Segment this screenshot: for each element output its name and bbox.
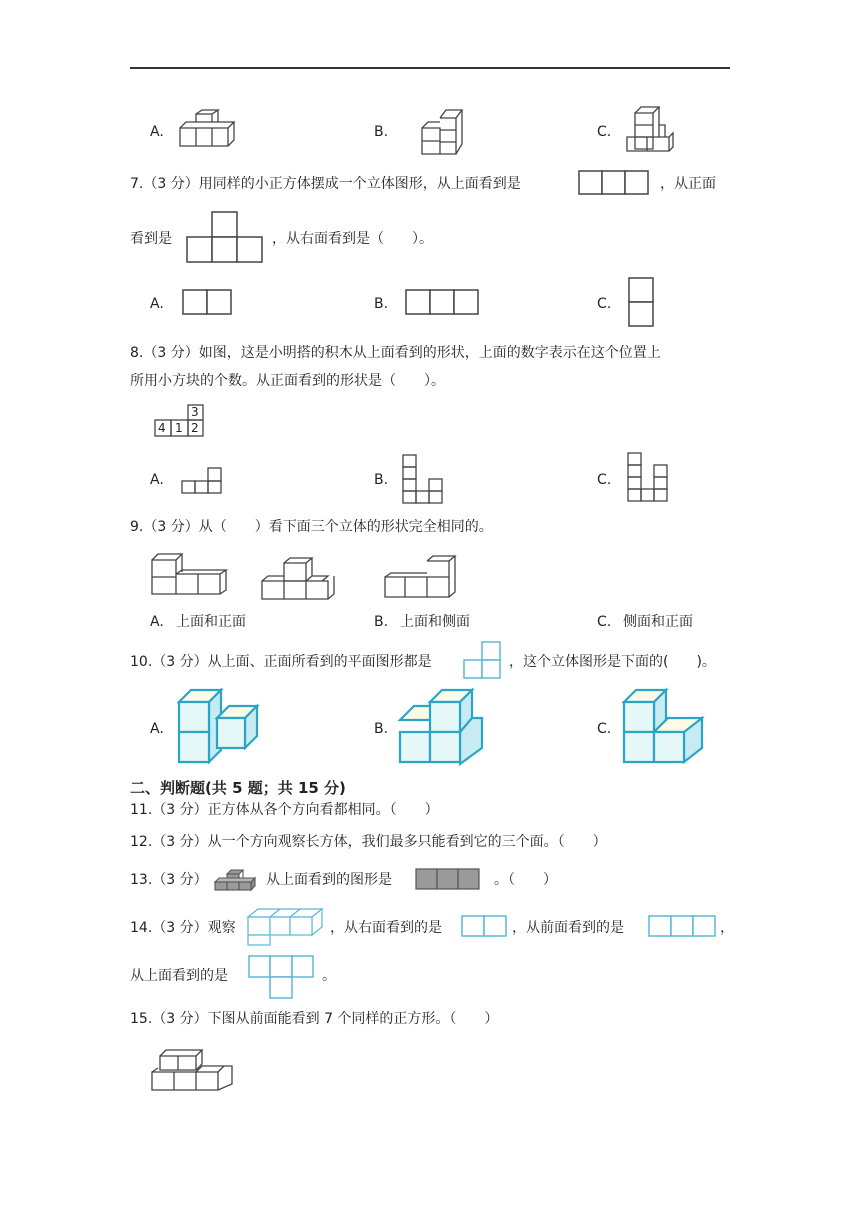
q15-text: 15.（3 分）下图从前面能看到 7 个同样的正方形。（ ） bbox=[130, 1011, 499, 1027]
q10-option-c-label: C. bbox=[597, 721, 612, 737]
q13-text-prefix: 13.（3 分） bbox=[130, 872, 208, 888]
q8-option-a-label: A. bbox=[150, 472, 164, 488]
q6-option-b-figure bbox=[420, 108, 465, 156]
q8-option-b-figure bbox=[402, 454, 444, 506]
q10-option-a-label: A. bbox=[150, 721, 164, 737]
q7-front-view-figure bbox=[186, 211, 264, 263]
q9-option-a-text: 上面和正面 bbox=[176, 614, 246, 630]
q8-top-view-grid bbox=[153, 404, 213, 438]
q9-solid-1 bbox=[150, 552, 225, 598]
q14-text-front: ，从前面看到的是 bbox=[512, 920, 624, 936]
q9-solid-2 bbox=[260, 557, 335, 601]
q10-option-b-figure bbox=[398, 688, 486, 768]
q13-text-middle: 从上面看到的图形是 bbox=[266, 872, 392, 888]
q8-grid-number: 3 bbox=[191, 405, 199, 419]
header-rule bbox=[130, 67, 730, 69]
q10-option-a-figure bbox=[177, 688, 263, 768]
q6-option-a-figure bbox=[180, 110, 235, 148]
q7-top-view-figure bbox=[578, 170, 652, 196]
q7-option-b-label: B. bbox=[374, 296, 389, 312]
q14-text-top: 从上面看到的是 bbox=[130, 968, 228, 984]
q7-option-c-figure bbox=[628, 277, 656, 329]
q8-option-c-figure bbox=[627, 452, 669, 506]
q6-option-b-label: B. bbox=[374, 124, 389, 140]
q8-grid-number: 4 bbox=[158, 421, 166, 435]
q9-option-b-label: B. bbox=[374, 614, 389, 630]
q7-option-a-label: A. bbox=[150, 296, 164, 312]
q8-option-b-label: B. bbox=[374, 472, 389, 488]
q7-stem-line2: 看到是 bbox=[130, 231, 172, 247]
q8-option-c-label: C. bbox=[597, 472, 612, 488]
q10-option-c-figure bbox=[622, 688, 710, 768]
q8-stem-line1: 8.（3 分）如图，这是小明搭的积木从上面看到的形状，上面的数字表示在这个位置上 bbox=[130, 345, 661, 361]
q10-stem-tail: ，这个立体图形是下面的( )。 bbox=[509, 654, 716, 670]
q8-grid-number: 2 bbox=[191, 421, 199, 435]
q10-option-b-label: B. bbox=[374, 721, 389, 737]
q14-right-view-figure bbox=[461, 915, 509, 939]
q12-text: 12.（3 分）从一个方向观察长方体，我们最多只能看到它的三个面。（ ） bbox=[130, 834, 607, 850]
q6-option-c-figure bbox=[625, 105, 675, 155]
q7-option-a-figure bbox=[182, 289, 234, 317]
q14-top-view-figure bbox=[248, 955, 316, 1001]
q8-grid-number: 1 bbox=[175, 421, 183, 435]
q8-option-a-figure bbox=[182, 467, 224, 495]
q14-front-view-figure bbox=[648, 915, 718, 939]
q14-text-prefix: 14.（3 分）观察 bbox=[130, 920, 236, 936]
q9-option-a-label: A. bbox=[150, 614, 164, 630]
q8-stem-line2: 所用小方块的个数。从正面看到的形状是（ ）。 bbox=[130, 373, 445, 389]
q11-text: 11.（3 分）正方体从各个方向看都相同。（ ） bbox=[130, 802, 439, 818]
q7-stem-line1: 7.（3 分）用同样的小正方体摆成一个立体图形，从上面看到是 bbox=[130, 176, 521, 192]
q14-solid-figure bbox=[244, 905, 326, 947]
q10-view-figure bbox=[463, 641, 503, 681]
q14-text-comma: ， bbox=[720, 920, 734, 936]
q7-stem-line1-tail: ，从正面 bbox=[660, 176, 716, 192]
q9-option-b-text: 上面和侧面 bbox=[400, 614, 470, 630]
q14-text-end: 。 bbox=[322, 968, 336, 984]
q13-top-view-figure bbox=[415, 868, 481, 892]
q9-option-c-label: C. bbox=[597, 614, 612, 630]
q7-option-c-label: C. bbox=[597, 296, 612, 312]
q13-solid-figure bbox=[213, 864, 259, 892]
q7-option-b-figure bbox=[405, 289, 481, 317]
q6-option-c-label: C. bbox=[597, 124, 612, 140]
q9-solid-3 bbox=[383, 555, 458, 601]
q13-text-suffix: 。（ ） bbox=[494, 872, 557, 888]
q9-option-c-text: 侧面和正面 bbox=[623, 614, 693, 630]
q10-stem: 10.（3 分）从上面、正面所看到的平面图形都是 bbox=[130, 654, 432, 670]
q7-stem-line2-tail: ，从右面看到是（ ）。 bbox=[272, 231, 433, 247]
q15-solid-figure bbox=[150, 1046, 240, 1096]
q9-stem: 9.（3 分）从（ ）看下面三个立体的形状完全相同的。 bbox=[130, 519, 493, 535]
section-2-title: 二、判断题(共 5 题；共 15 分) bbox=[130, 779, 346, 797]
q14-text-right: ，从右面看到的是 bbox=[330, 920, 442, 936]
q6-option-a-label: A. bbox=[150, 124, 164, 140]
